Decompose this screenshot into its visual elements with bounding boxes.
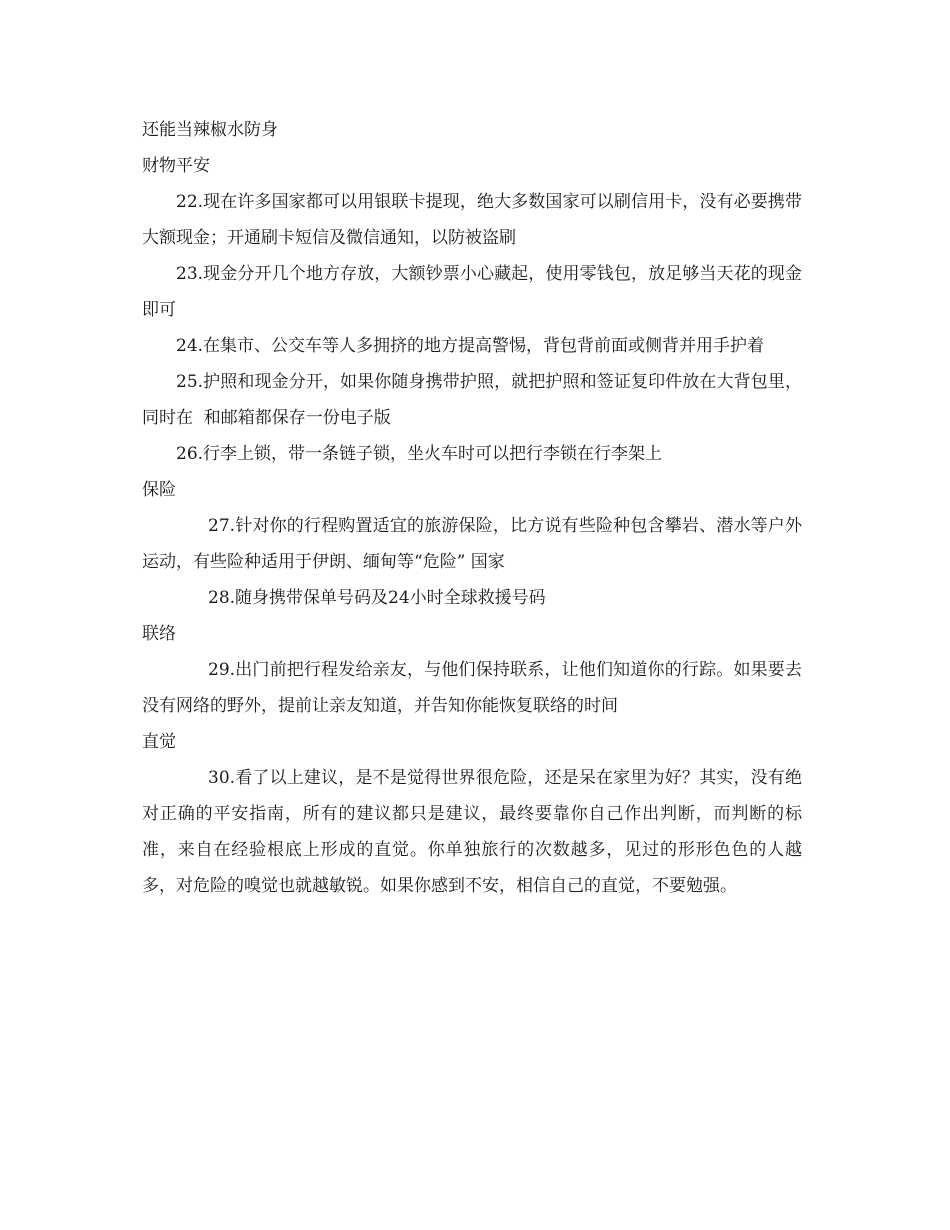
document-body (142, 112, 813, 904)
paragraph-23: 23.现金分开几个地方存放，大额钞票小心藏起，使用零钱包，放足够当天花的现金即可 (142, 264, 802, 320)
section-heading-intuition: 直觉 (142, 732, 176, 752)
paragraph-28: 28.随身携带保单号码及24小时全球救援号码 (208, 588, 546, 608)
paragraph-24: 24.在集市、公交车等人多拥挤的地方提高警惕，背包背前面或侧背并用手护着 (176, 336, 765, 356)
text-line: 还能当辣椒水防身 (142, 120, 278, 140)
paragraph-30: 30.看了以上建议，是不是觉得世界很危险，还是呆在家里为好？其实，没有绝对正确的平安指南，所有的建议都只是建议，最终要靠你自己作出判断，而判断的标准，来自在经验根底上形成的直觉。你单独旅行的次数越多，见过的形形色色的人越多，对危险的嗅觉也就越敏锐。如果你感到不安，相信自己的直觉，不要勉强。 (142, 768, 802, 896)
paragraph-22: 22.现在许多国家都可以用银联卡提现，绝大多数国家可以刷信用卡，没有必要携带大额现金；开通刷卡短信及微信通知，以防被盗刷 (142, 192, 802, 248)
paragraph-26: 26.行李上锁，带一条链子锁，坐火车时可以把行李锁在行李架上 (176, 444, 663, 464)
paragraph-27: 27.针对你的行程购置适宜的旅游保险，比方说有些险种包含攀岩、潜水等户外运动，有些险种适用于伊朗、缅甸等“危险” 国家 (142, 516, 802, 572)
section-heading-contact: 联络 (142, 624, 176, 644)
section-heading-insurance: 保险 (142, 480, 176, 500)
paragraph-29: 29.出门前把行程发给亲友，与他们保持联系，让他们知道你的行踪。如果要去 没有网络的野外，提前让亲友知道，并告知你能恢复联络的时间 (142, 660, 813, 716)
section-heading-property-safety: 财物平安 (142, 156, 210, 176)
paragraph-25: 25.护照和现金分开，如果你随身携带护照，就把护照和签证复印件放在大背包里，同时在 和邮箱都保存一份电子版 (142, 372, 802, 428)
